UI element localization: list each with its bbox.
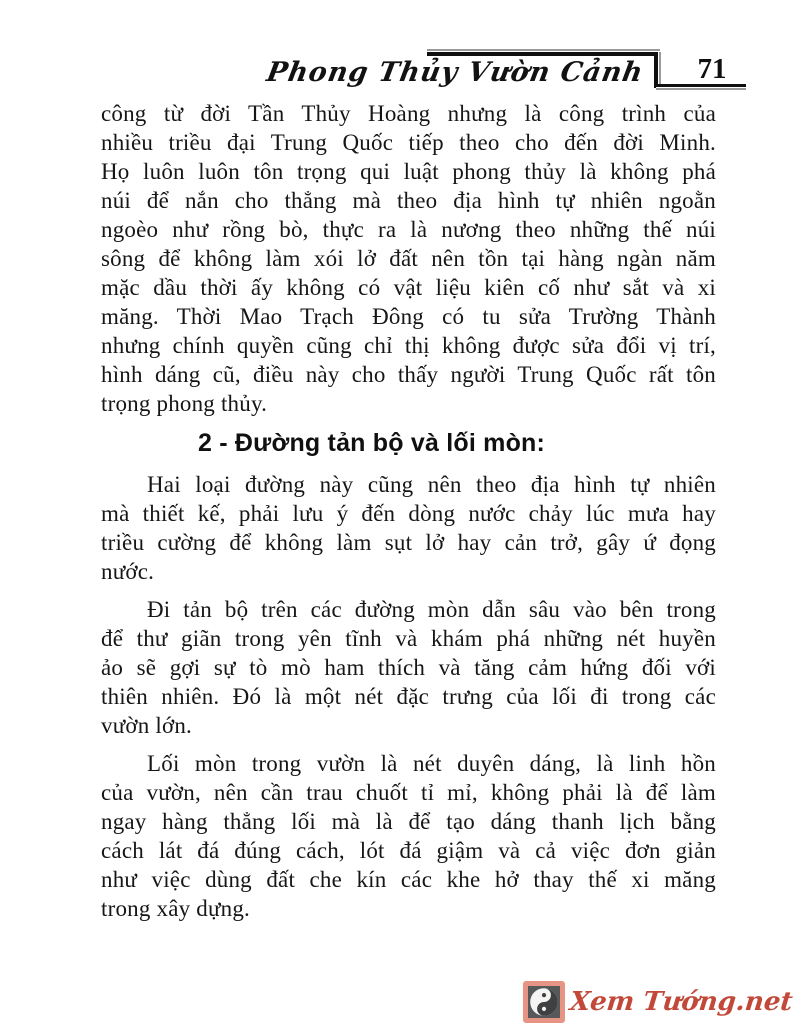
text-line: ảo sẽ gợi sự tò mò ham thích và tăng cảm hứng đối với xyxy=(101,655,716,680)
text-line: Hai loại đường này cũng nên theo địa hình tự nhiên xyxy=(147,472,716,497)
text-line: cách lát đá đúng cách, lót đá giậm và cả việc đơn giản xyxy=(101,838,716,863)
text-line: nhiều triều đại Trung Quốc tiếp theo cho đến đời Minh. xyxy=(101,130,716,155)
body-text xyxy=(101,99,716,932)
text-line: trong xây dựng. xyxy=(101,896,250,921)
watermark-text: Xem Tướng.net xyxy=(567,987,794,1017)
text-line: nước. xyxy=(101,559,155,584)
text-line: thiên nhiên. Đó là một nét đặc trưng của lối đi trong các xyxy=(101,684,716,709)
text-line: để thư giãn trong yên tĩnh và khám phá những nét huyền xyxy=(101,626,716,651)
text-line: ngay hàng thẳng lối mà là để tạo dáng thanh lịch bằng xyxy=(101,809,716,834)
text-line: của vườn, nên cần trau chuốt tỉ mỉ, không phải là để làm xyxy=(101,780,716,805)
text-line: như việc dùng đất che kín các khe hở thay thế xi măng xyxy=(101,867,716,892)
text-line: mà thiết kế, phải lưu ý đến dòng nước chảy lúc mưa hay xyxy=(101,501,716,526)
paragraph xyxy=(101,749,716,923)
page-title: Phong Thủy Vườn Cảnh xyxy=(264,57,646,88)
section-heading: 2 - Đường tản bộ và lối mòn: xyxy=(198,429,546,457)
text-line: Lối mòn trong vườn là nét duyên dáng, là linh hồn xyxy=(147,751,716,776)
text-line: vườn lớn. xyxy=(101,713,192,738)
text-line: ngoèo như rồng bò, thực ra là nương theo những thế núi xyxy=(101,217,716,242)
text-line: núi để nắn cho thẳng mà theo địa hình tự nhiên ngoằn xyxy=(101,188,716,213)
paragraph xyxy=(101,595,716,740)
text-line: Đi tản bộ trên các đường mòn dẫn sâu vào bên trong xyxy=(147,597,716,622)
text-line: công từ đời Tần Thủy Hoàng nhưng là công trình của xyxy=(101,101,716,126)
text-line: hình dáng cũ, điều này cho thấy người Trung Quốc rất tôn xyxy=(101,362,716,387)
text-line: mặc dầu thời ấy không có vật liệu kiên cố như sắt và xi xyxy=(101,275,716,300)
text-line: măng. Thời Mao Trạch Đông có tu sửa Trường Thành xyxy=(101,304,716,329)
text-line: sông để không làm xói lở đất nên tồn tại hàng ngàn năm xyxy=(101,246,716,271)
text-line: Họ luôn luôn tôn trọng qui luật phong thủy là không phá xyxy=(101,159,716,184)
yin-yang-icon xyxy=(523,981,565,1023)
header-rule-vertical xyxy=(654,52,661,88)
watermark xyxy=(523,981,792,1023)
text-line: trọng phong thủy. xyxy=(101,391,268,416)
paragraph xyxy=(101,470,716,586)
text-line: nhưng chính quyền cũng chỉ thị không được sửa đổi vị trí, xyxy=(101,333,716,358)
header-rule-horizontal xyxy=(427,49,660,56)
paragraph xyxy=(101,99,716,418)
text-line: triều cường để không làm sụt lở hay cản trở, gây ứ đọng xyxy=(101,530,716,555)
page-number: 71 xyxy=(697,53,727,85)
